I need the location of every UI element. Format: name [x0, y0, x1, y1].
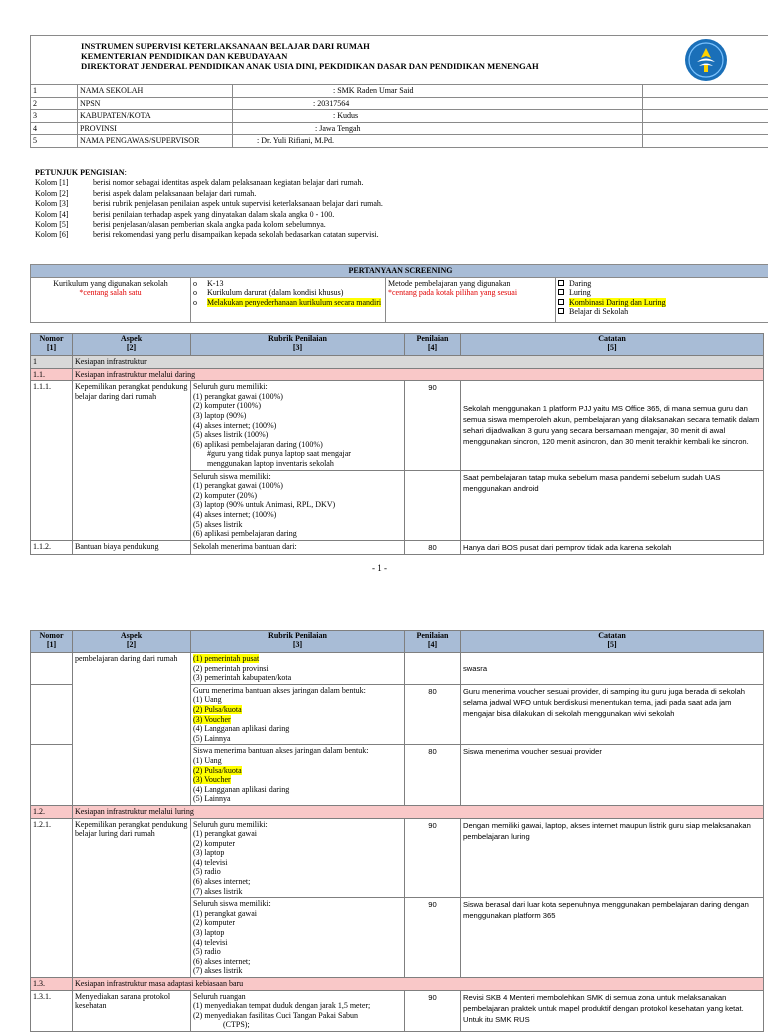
curriculum-options: [191, 277, 386, 322]
page-number: - 1 -: [372, 563, 387, 574]
score-value: 90: [405, 818, 461, 898]
table-row: 1.1.1. Kepemilikan perangkat pendukung belajar daring dari rumah Seluruh guru memiliki: (1) perangkat gawai (100%) (2) komputer (100%) (3) laptop (90%) (4) akses internet; (100%) (5) akses listrik (100%) (6) aplikasi pembelajaran daring (100%) #guru yang tidak punya laptop saat mengajar menggunakan laptop inventaris sekolah 90 Sekolah menggunakan 1 platform PJJ yaitu MS Office 365, di mana semua guru dan semua siswa memperoleh akun, pembelajaran yang dilaksanakan secara tematik dalam sehari dijadwalkan 3 guru yang secara bersamaan mengajar, 30 menit di awal menggunakan sincron, 120 menit asincron, dan 30 menit terakhir kembali ke sincron.: [31, 381, 764, 470]
checkbox-item-selected[interactable]: Kombinasi Daring dan Luring: [558, 298, 768, 308]
rubric-cell: Seluruh ruangan (1) menyediakan tempat duduk dengan jarak 1,5 meter; (2) menyediakan fasilitas Cuci Tangan Pakai Sabun (CTPS);: [191, 990, 405, 1031]
subsection-row: 1.1. Kesiapan infrastruktur melalui daring: [31, 368, 764, 381]
score-value: 80: [405, 540, 461, 554]
method-options: [556, 277, 768, 322]
col-rubrik: Rubrik Penilaian [3]: [191, 631, 405, 653]
screening-title: PERTANYAAN SCREENING: [31, 265, 768, 278]
identity-row: 5 NAMA PENGAWAS/SUPERVISOR : Dr. Yuli Rifiani, M.Pd.: [31, 135, 768, 148]
subsection-row: 1.2. Kesiapan infrastruktur melalui luring: [31, 805, 764, 818]
rubric-table-page-1: [30, 333, 764, 555]
document-title: [31, 36, 643, 85]
note-cell: Guru menerima voucher sesuai provider, di samping itu guru juga berada di sekolah selama jadwal WFO untuk berdiskusi menentukan tema, jadi pada saat ada jam mengajar bisa dilakukan di sekolah menggunakan wivi sekolah: [461, 684, 764, 745]
col-penilaian: Penilaian [4]: [405, 631, 461, 653]
rubric-cell: Seluruh guru memiliki: (1) perangkat gawai (2) komputer (3) laptop (4) televisi (5) radio (6) akses internet; (7) akses listrik: [191, 818, 405, 898]
checkbox-icon: [558, 289, 564, 295]
note-cell: Sekolah menggunakan 1 platform PJJ yaitu MS Office 365, di mana semua guru dan semua siswa memperoleh akun, pembelajaran yang dilaksanakan secara tematik dalam sehari dijadwalkan 3 guru yang secara bersamaan mengajar, 30 menit di awal menggunakan sincron, 120 menit asincron, dan 30 menit terakhir kembali ke sincron.: [461, 381, 764, 470]
table-row: 1.3.1. Menyediakan sarana protokol kesehatan Seluruh ruangan (1) menyediakan tempat duduk dengan jarak 1,5 meter; (2) menyediakan fasilitas Cuci Tangan Pakai Sabun (CTPS); 90 Revisi SKB 4 Menteri membolehkan SMK di semua zona untuk melaksanakan pembelajaran praktek untuk mapel produktif dengan protokol kesehatan yang ketat. Untuk itu SMK RUS: [31, 990, 764, 1031]
table-row: pembelajaran daring dari rumah (1) pemerintah pusat (2) pemerintah provinsi (3) pemerintah kabupaten/kota swasra: [31, 653, 764, 685]
note-cell: Siswa berasal dari luar kota sepenuhnya menggunakan pembelajaran daring dengan menggunakan platform 365: [461, 898, 764, 978]
subsection-row: 1.3. Kesiapan infrastruktur masa adaptasi kebiasaan baru: [31, 978, 764, 991]
title-line-1: INSTRUMEN SUPERVISI KETERLAKSANAAN BELAJAR DARI RUMAH: [81, 42, 643, 52]
score-value: 90: [405, 381, 461, 470]
identity-row: 3 KABUPATEN/KOTA : Kudus: [31, 110, 768, 123]
score-value: 90: [405, 898, 461, 978]
score-value: 80: [405, 745, 461, 806]
note-cell: swasra: [461, 653, 764, 685]
option-item[interactable]: o Kurikulum darurat (dalam kondisi khusus): [193, 288, 383, 298]
note-cell: Siswa menerima voucher sesuai provider: [461, 745, 764, 806]
col-aspek: Aspek [2]: [73, 334, 191, 356]
title-line-2: KEMENTERIAN PENDIDIKAN DAN KEBUDAYAAN: [81, 52, 643, 62]
screening-q2: Metode pembelajaran yang digunakan *centang pada kotak pilihan yang sesuai: [386, 277, 556, 322]
col-nomor: Nomor [1]: [31, 334, 73, 356]
table-row: 1.2.1. Kepemilikan perangkat pendukung belajar luring dari rumah Seluruh guru memiliki: (1) perangkat gawai (2) komputer (3) laptop (4) televisi (5) radio (6) akses internet; (7) akses listrik 90 Dengan memiliki gawai, laptop, akses internet maupun listrik guru siap melaksanakan pembelajaran luring: [31, 818, 764, 898]
note-cell: Hanya dari BOS pusat dari pemprov tidak ada karena sekolah: [461, 540, 764, 554]
logo-cell: [643, 36, 768, 85]
col-penilaian: Penilaian [4]: [405, 334, 461, 356]
screening-table: [30, 264, 768, 323]
col-catatan: Catatan [5]: [461, 631, 764, 653]
col-aspek: Aspek [2]: [73, 631, 191, 653]
note-cell: Saat pembelajaran tatap muka sebelum masa pandemi sebelum sudah UAS menggunakan android: [461, 470, 764, 540]
checkbox-icon: [558, 280, 564, 286]
rubric-cell: Guru menerima bantuan akses jaringan dalam bentuk: (1) Uang (2) Pulsa/kuota (3) Voucher (4) Langganan aplikasi daring (5) Lainnya: [191, 684, 405, 745]
identity-row: 4 PROVINSI : Jawa Tengah: [31, 122, 768, 135]
rubric-cell: Seluruh siswa memiliki: (1) perangkat gawai (100%) (2) komputer (20%) (3) laptop (90% untuk Animasi, RPL, DKV) (4) akses internet; (100%) (5) akses listrik (6) aplikasi pembelajaran daring: [191, 470, 405, 540]
screening-q1: Kurikulum yang digunakan sekolah *centang salah satu: [31, 277, 191, 322]
option-item-selected[interactable]: o Melakukan penyederhanaan kurikulum secara mandiri: [193, 298, 383, 308]
table-row: 1.1.2. Bantuan biaya pendukung Sekolah menerima bantuan dari: 80 Hanya dari BOS pusat dari pemprov tidak ada karena sekolah: [31, 540, 764, 554]
checkbox-icon: [558, 308, 564, 314]
score-value: 90: [405, 990, 461, 1031]
checkbox-icon: [558, 299, 564, 305]
checkbox-item[interactable]: Luring: [558, 288, 768, 298]
section-row: 1 Kesiapan infrastruktur: [31, 356, 764, 369]
rubric-cell: Seluruh siswa memiliki: (1) perangkat gawai (2) komputer (3) laptop (4) televisi (5) radio (6) akses internet; (7) akses listrik: [191, 898, 405, 978]
rubric-table-page-2: [30, 630, 764, 1032]
rubric-cell: Seluruh guru memiliki: (1) perangkat gawai (100%) (2) komputer (100%) (3) laptop (90%) (4) akses internet; (100%) (5) akses listrik (100%) (6) aplikasi pembelajaran daring (100%) #guru yang tidak punya laptop saat mengajar menggunakan laptop inventaris sekolah: [191, 381, 405, 470]
checkbox-item[interactable]: Belajar di Sekolah: [558, 307, 768, 317]
rubric-cell: Siswa menerima bantuan akses jaringan dalam bentuk: (1) Uang (2) Pulsa/kuota (3) Voucher (4) Langganan aplikasi daring (5) Lainnya: [191, 745, 405, 806]
rubric-cell: (1) pemerintah pusat (2) pemerintah provinsi (3) pemerintah kabupaten/kota: [191, 653, 405, 685]
col-catatan: Catatan [5]: [461, 334, 764, 356]
col-nomor: Nomor [1]: [31, 631, 73, 653]
identity-row: 1 NAMA SEKOLAH : SMK Raden Umar Said: [31, 85, 768, 98]
note-cell: Revisi SKB 4 Menteri membolehkan SMK di semua zona untuk melaksanakan pembelajaran praktek untuk mapel produktif dengan protokol kesehatan yang ketat. Untuk itu SMK RUS: [461, 990, 764, 1031]
tut-wuri-handayani-logo: [684, 38, 728, 82]
option-item[interactable]: o K-13: [193, 279, 383, 289]
header-identity-table: [30, 35, 768, 148]
score-value: 80: [405, 684, 461, 745]
checkbox-item[interactable]: Daring: [558, 279, 768, 289]
title-line-3: DIREKTORAT JENDERAL PENDIDIKAN ANAK USIA DINI, PEKDIDIKAN DASAR DAN PENDIDIKAN MENENGAH: [81, 62, 643, 72]
note-cell: Dengan memiliki gawai, laptop, akses internet maupun listrik guru siap melaksanakan pembelajaran luring: [461, 818, 764, 898]
identity-row: 2 NPSN : 20317564: [31, 97, 768, 110]
petunjuk-pengisian: PETUNJUK PENGISIAN: Kolom [1] berisi nomor sebagai identitas aspek dalam pelaksanaan kegiatan belajar dari rumah. Kolom [2] berisi aspek dalam pelaksanaan belajar dari rumah. Kolom [3] berisi rubrik penjelasan penilaian aspek untuk supervisi keterlaksanaan belajar dari rumah. Kolom [4] berisi penilaian terhadap aspek yang dinyatakan dalam skala angka 0 - 100. Kolom [5] berisi penjelasan/alasan pemberian skala angka pada kolom sebelumnya. Kolom [6] berisi rekomendasi yang perlu disampaikan kepada sekolah bedasarkan catatan supervisi.: [35, 168, 735, 241]
petunjuk-title: PETUNJUK PENGISIAN: [35, 168, 125, 177]
col-rubrik: Rubrik Penilaian [3]: [191, 334, 405, 356]
